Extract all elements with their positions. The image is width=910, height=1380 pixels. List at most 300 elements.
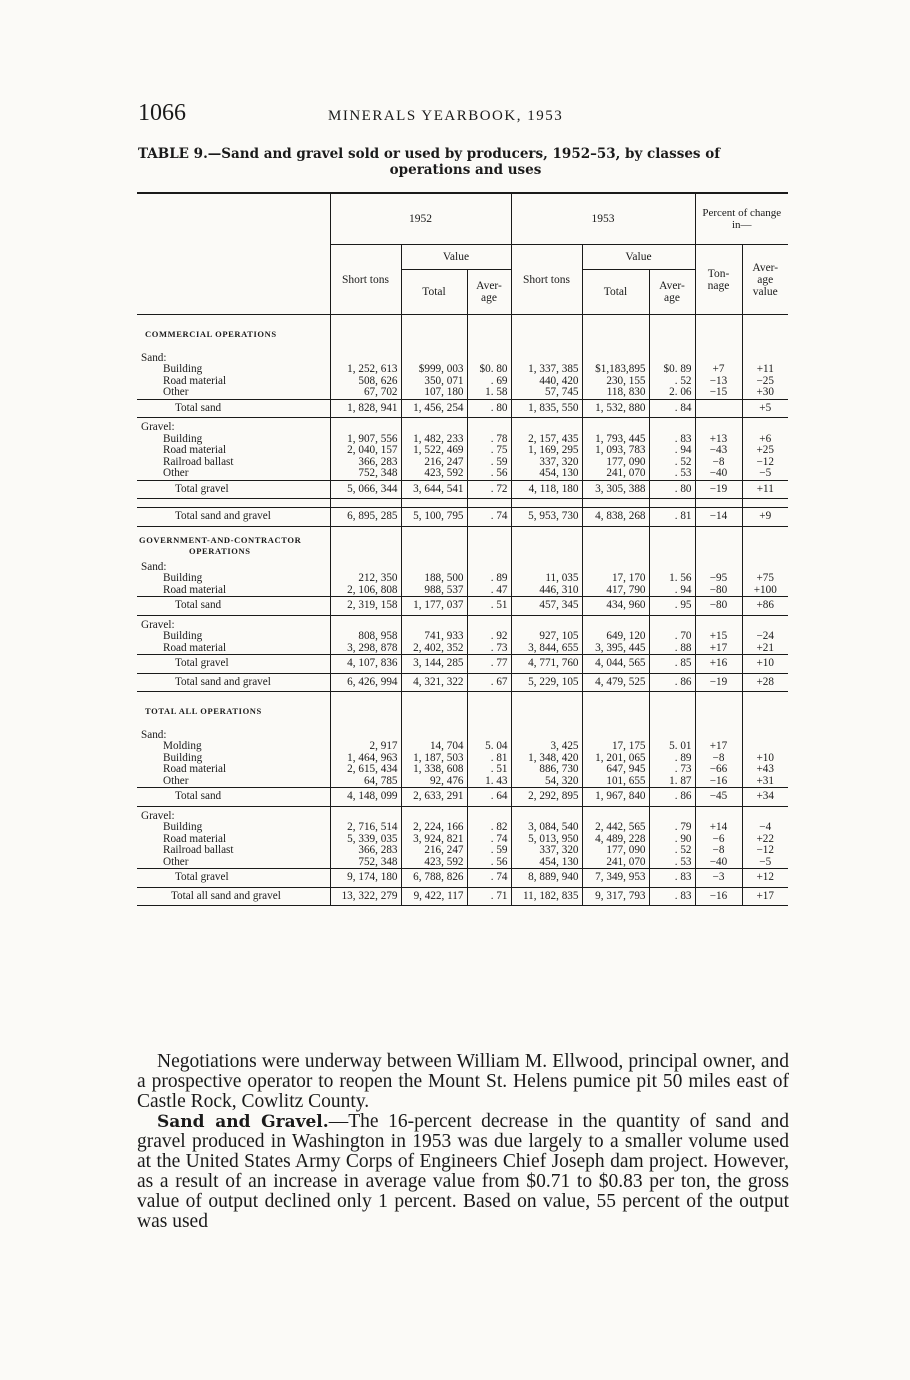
total-value-1953-cell: 3, 305, 388 — [582, 480, 649, 499]
total-value-1953-cell: 7, 349, 953 — [582, 869, 649, 888]
total-value-1952-cell: 3, 644, 541 — [401, 480, 467, 499]
row-label: Total gravel — [137, 869, 330, 888]
tonnage-change-cell: +17 — [695, 643, 742, 655]
average-value-change-cell: −24 — [742, 631, 788, 643]
short-tons-1952-cell: 1, 907, 556 — [330, 434, 401, 446]
page-number: 1066 — [138, 100, 186, 126]
average-value-1952-cell: $0. 80 — [467, 364, 511, 376]
average-value-1953-cell: . 83 — [649, 869, 695, 888]
total-value-1952-cell: 988, 537 — [401, 585, 467, 597]
tonnage-change-cell: +16 — [695, 655, 742, 674]
group-row — [137, 806, 788, 822]
short-tons-1952-cell: 2, 615, 434 — [330, 764, 401, 776]
total-value-1953-cell: 4, 838, 268 — [582, 508, 649, 527]
average-value-1952-cell: . 56 — [467, 468, 511, 480]
average-1953-header: Aver- age — [649, 270, 695, 315]
short-tons-1952-cell: 6, 426, 994 — [330, 673, 401, 692]
table-row — [137, 776, 788, 788]
average-value-1953-cell: 5. 01 — [649, 741, 695, 753]
table-row — [137, 753, 788, 765]
average-value-1952-cell: 1. 43 — [467, 776, 511, 788]
table-row — [137, 434, 788, 446]
tonnage-change-cell: −66 — [695, 764, 742, 776]
short-tons-1952-cell: 6, 895, 285 — [330, 508, 401, 527]
short-tons-1953-cell: 4, 118, 180 — [511, 480, 582, 499]
average-value-1952-cell: . 89 — [467, 573, 511, 585]
row-label: Other — [163, 387, 189, 398]
total-value-1952-cell: 741, 933 — [401, 631, 467, 643]
short-tons-1953-cell: 1, 348, 420 — [511, 753, 582, 765]
total-value-1953-cell: 4, 479, 525 — [582, 673, 649, 692]
table-row — [137, 399, 788, 418]
section-row — [137, 526, 788, 546]
total-value-1953-cell: 241, 070 — [582, 468, 649, 480]
short-tons-1953-cell: 4, 771, 760 — [511, 655, 582, 674]
average-value-change-cell: −12 — [742, 457, 788, 469]
row-label: Building — [163, 631, 203, 642]
section-heading: COMMERCIAL OPERATIONS — [145, 329, 277, 339]
average-1952-header: Aver- age — [467, 270, 511, 315]
average-value-1952-cell: . 69 — [467, 376, 511, 388]
short-tons-1953-cell: 446, 310 — [511, 585, 582, 597]
total-value-1953-cell: 4, 489, 228 — [582, 834, 649, 846]
total-value-1953-cell: 9, 317, 793 — [582, 887, 649, 906]
tonnage-change-cell: −15 — [695, 387, 742, 399]
average-value-1953-cell: $0. 89 — [649, 364, 695, 376]
row-label: Total all sand and gravel — [137, 887, 330, 906]
average-value-header: Aver- age value — [742, 245, 788, 315]
average-value-1952-cell: . 72 — [467, 480, 511, 499]
short-tons-1953-cell: 3, 844, 655 — [511, 643, 582, 655]
row-label: Building — [163, 364, 203, 375]
short-tons-1953-cell: 454, 130 — [511, 857, 582, 869]
total-value-1952-cell: 2, 402, 352 — [401, 643, 467, 655]
average-value-change-cell: +12 — [742, 869, 788, 888]
total-value-1953-cell: 177, 090 — [582, 845, 649, 857]
group-label: Gravel: — [141, 421, 175, 433]
row-label: Road material — [163, 833, 227, 845]
average-value-1953-cell: . 70 — [649, 631, 695, 643]
average-value-1952-cell: 5. 04 — [467, 741, 511, 753]
short-tons-1953-cell: 440, 420 — [511, 376, 582, 388]
total-value-1953-cell: 3, 395, 445 — [582, 643, 649, 655]
row-label: Road material — [163, 375, 227, 387]
average-value-1953-cell: . 79 — [649, 822, 695, 834]
percent-change-header: Percent of change in— — [695, 193, 788, 245]
short-tons-1953-cell: 54, 320 — [511, 776, 582, 788]
average-value-1953-cell: . 86 — [649, 673, 695, 692]
section-heading: GOVERNMENT-AND-CONTRACTOR — [139, 534, 302, 545]
row-label: Total gravel — [137, 480, 330, 499]
short-tons-1952-cell: 13, 322, 279 — [330, 887, 401, 906]
average-value-1952-cell: . 74 — [467, 508, 511, 527]
short-tons-1953-cell: 11, 035 — [511, 573, 582, 585]
total-value-1953-cell: 241, 070 — [582, 857, 649, 869]
total-value-1953-cell: 17, 175 — [582, 741, 649, 753]
average-value-1952-cell: . 71 — [467, 887, 511, 906]
short-tons-1952-cell: 1, 464, 963 — [330, 753, 401, 765]
total-value-1953-cell: 2, 442, 565 — [582, 822, 649, 834]
table-row — [137, 468, 788, 480]
table-row — [137, 631, 788, 643]
average-value-change-cell: +75 — [742, 573, 788, 585]
group-row — [137, 558, 788, 574]
short-tons-1952-cell: 9, 174, 180 — [330, 869, 401, 888]
row-label: Road material — [163, 642, 227, 654]
short-tons-1953-cell: 57, 745 — [511, 387, 582, 399]
short-tons-1953-cell: 3, 425 — [511, 741, 582, 753]
section-row — [137, 315, 788, 349]
sand-gravel-table — [137, 192, 788, 906]
tonnage-change-cell: −16 — [695, 887, 742, 906]
short-tons-1953-cell: 457, 345 — [511, 597, 582, 616]
section-lead-sand-gravel: Sand and Gravel. — [157, 1112, 329, 1132]
total-value-1952-cell: 1, 177, 037 — [401, 597, 467, 616]
average-value-1953-cell: . 89 — [649, 753, 695, 765]
short-tons-1952-cell: 4, 107, 836 — [330, 655, 401, 674]
tonnage-change-cell: −14 — [695, 508, 742, 527]
short-tons-1953-cell: 337, 320 — [511, 457, 582, 469]
running-title: MINERALS YEARBOOK, 1953 — [328, 108, 564, 124]
average-value-1952-cell: . 82 — [467, 822, 511, 834]
total-value-1953-cell: 118, 830 — [582, 387, 649, 399]
tonnage-change-cell: −3 — [695, 869, 742, 888]
short-tons-1952-cell: 2, 319, 158 — [330, 597, 401, 616]
average-value-change-cell: +10 — [742, 655, 788, 674]
average-value-change-cell: +17 — [742, 887, 788, 906]
table-row — [137, 480, 788, 499]
row-label: Building — [163, 752, 203, 764]
total-value-1952-cell: 3, 144, 285 — [401, 655, 467, 674]
value-1952-header: Value — [401, 245, 511, 270]
table-row — [137, 857, 788, 869]
row-label: Total sand — [137, 597, 330, 616]
average-value-1952-cell: . 78 — [467, 434, 511, 446]
table-row — [137, 573, 788, 585]
page-header — [138, 100, 788, 134]
total-value-1952-cell: 423, 592 — [401, 468, 467, 480]
average-value-1953-cell: . 84 — [649, 399, 695, 418]
table-title-line2: operations and uses — [389, 162, 542, 178]
tonnage-change-cell: −95 — [695, 573, 742, 585]
average-value-change-cell: −12 — [742, 845, 788, 857]
average-value-change-cell: −4 — [742, 822, 788, 834]
short-tons-1953-cell: 927, 105 — [511, 631, 582, 643]
body-text — [137, 1052, 789, 1232]
average-value-1953-cell: 1. 87 — [649, 776, 695, 788]
short-tons-1953-cell: 1, 169, 295 — [511, 445, 582, 457]
short-tons-1952-cell: 366, 283 — [330, 845, 401, 857]
average-value-change-cell: +28 — [742, 673, 788, 692]
average-value-change-cell: +9 — [742, 508, 788, 527]
table-row — [137, 585, 788, 597]
average-value-change-cell — [742, 741, 788, 753]
row-label: Total sand and gravel — [137, 508, 330, 527]
short-tons-1952-cell: 2, 917 — [330, 741, 401, 753]
short-tons-1952-header: Short tons — [330, 245, 401, 315]
total-value-1953-cell: 1, 793, 445 — [582, 434, 649, 446]
total-value-1952-cell: 350, 071 — [401, 376, 467, 388]
average-value-1953-cell: . 73 — [649, 764, 695, 776]
total-value-1953-cell: 647, 945 — [582, 764, 649, 776]
tonnage-change-cell: −80 — [695, 585, 742, 597]
tonnage-change-cell: +14 — [695, 822, 742, 834]
total-value-1953-cell: 1, 093, 783 — [582, 445, 649, 457]
total-value-1952-cell: 1, 482, 233 — [401, 434, 467, 446]
short-tons-1953-cell: 5, 953, 730 — [511, 508, 582, 527]
total-value-1952-cell: 188, 500 — [401, 573, 467, 585]
short-tons-1953-cell: 337, 320 — [511, 845, 582, 857]
row-label: Building — [163, 822, 203, 833]
short-tons-1953-cell: 454, 130 — [511, 468, 582, 480]
total-value-1952-cell: 216, 247 — [401, 845, 467, 857]
average-value-change-cell: +11 — [742, 480, 788, 499]
average-value-1952-cell: . 73 — [467, 643, 511, 655]
table-body — [137, 315, 788, 906]
tonnage-change-cell: +17 — [695, 741, 742, 753]
average-value-1953-cell: . 52 — [649, 376, 695, 388]
average-value-1953-cell: . 85 — [649, 655, 695, 674]
short-tons-1952-cell: 2, 040, 157 — [330, 445, 401, 457]
total-value-1952-cell: 3, 924, 821 — [401, 834, 467, 846]
row-label: Railroad ballast — [163, 845, 234, 856]
total-value-1952-cell: 2, 633, 291 — [401, 788, 467, 807]
table-row — [137, 597, 788, 616]
total-value-1952-cell: 92, 476 — [401, 776, 467, 788]
table-row — [137, 741, 788, 753]
short-tons-1952-cell: 752, 348 — [330, 468, 401, 480]
average-value-1953-cell: . 83 — [649, 887, 695, 906]
group-row — [137, 726, 788, 742]
row-label: Total sand — [137, 788, 330, 807]
row-label: Total sand — [137, 399, 330, 418]
total-value-1953-cell: 1, 532, 880 — [582, 399, 649, 418]
table-row — [137, 788, 788, 807]
total-value-1952-cell: 1, 456, 254 — [401, 399, 467, 418]
average-value-change-cell: +31 — [742, 776, 788, 788]
table-row — [137, 364, 788, 376]
tonnage-change-cell: −43 — [695, 445, 742, 457]
tonnage-change-cell: +13 — [695, 434, 742, 446]
row-label: Other — [163, 856, 189, 868]
section-heading-cont: OPERATIONS — [189, 546, 251, 556]
group-label: Sand: — [141, 351, 167, 364]
row-label: Other — [163, 468, 189, 479]
average-value-1952-cell: . 51 — [467, 764, 511, 776]
short-tons-1953-cell: 5, 229, 105 — [511, 673, 582, 692]
value-1953-header: Value — [582, 245, 695, 270]
paragraph-pumice: Negotiations were underway between William M. Ellwood, principal owner, and a prospective operator to reopen the Mount St. Helens pumice pit 50 miles east of Castle Rock, Cowlitz County. — [137, 1051, 789, 1112]
short-tons-1952-cell: 4, 148, 099 — [330, 788, 401, 807]
average-value-change-cell: +43 — [742, 764, 788, 776]
average-value-1953-cell: . 83 — [649, 434, 695, 446]
tonnage-change-cell: −19 — [695, 673, 742, 692]
tonnage-change-cell: −80 — [695, 597, 742, 616]
row-label: Molding — [163, 741, 202, 752]
row-label: Railroad ballast — [163, 456, 234, 468]
average-value-change-cell: +21 — [742, 643, 788, 655]
total-value-1952-cell: 216, 247 — [401, 457, 467, 469]
total-value-1953-cell: 1, 201, 065 — [582, 753, 649, 765]
tonnage-change-cell: +7 — [695, 364, 742, 376]
average-value-1953-cell: . 53 — [649, 468, 695, 480]
total-value-1952-cell: 107, 180 — [401, 387, 467, 399]
paragraph-sand-gravel — [137, 1112, 789, 1232]
group-row — [137, 418, 788, 434]
average-value-1952-cell: . 80 — [467, 399, 511, 418]
group-label: Sand: — [141, 560, 167, 573]
table-row — [137, 869, 788, 888]
paragraph-sand-gravel-text: —The 16-percent decrease in the quantity of sand and gravel produced in Washington in 1953 was due largely to a smaller volume used at the United States Army Corps of Engineers Chief Joseph dam project. However, as a result of an increase in average value from $0.71 to $0.83 per ton, the gross value of output declined only 1 percent. Based on value, 55 percent of the output was used — [137, 1111, 790, 1232]
average-value-change-cell: +34 — [742, 788, 788, 807]
tonnage-change-cell: −19 — [695, 480, 742, 499]
total-value-1952-cell: $999, 003 — [401, 364, 467, 376]
short-tons-1952-cell: 752, 348 — [330, 857, 401, 869]
group-label: Sand: — [141, 728, 167, 741]
total-value-1952-cell: 5, 100, 795 — [401, 508, 467, 527]
average-value-1952-cell: . 75 — [467, 445, 511, 457]
average-value-change-cell: +5 — [742, 399, 788, 418]
table-row — [137, 834, 788, 846]
total-1952-header: Total — [401, 270, 467, 315]
average-value-1953-cell: 2. 06 — [649, 387, 695, 399]
row-label: Total sand and gravel — [137, 673, 330, 692]
row-label: Road material — [163, 445, 227, 456]
table-row — [137, 457, 788, 469]
average-value-1953-cell: . 52 — [649, 457, 695, 469]
table-row — [137, 387, 788, 399]
short-tons-1952-cell: 2, 106, 808 — [330, 585, 401, 597]
year-1952-header: 1952 — [330, 193, 511, 245]
average-value-1952-cell: . 59 — [467, 457, 511, 469]
short-tons-1953-cell: 886, 730 — [511, 764, 582, 776]
tonnage-change-cell: −16 — [695, 776, 742, 788]
data-table-container — [137, 192, 788, 906]
short-tons-1952-cell: 1, 828, 941 — [330, 399, 401, 418]
total-value-1953-cell: 1, 967, 840 — [582, 788, 649, 807]
total-value-1953-cell: 417, 790 — [582, 585, 649, 597]
average-value-change-cell: +100 — [742, 585, 788, 597]
tonnage-change-cell: −40 — [695, 857, 742, 869]
total-value-1952-cell: 1, 522, 469 — [401, 445, 467, 457]
average-value-1952-cell: . 47 — [467, 585, 511, 597]
total-value-1953-cell: 17, 170 — [582, 573, 649, 585]
average-value-1952-cell: . 92 — [467, 631, 511, 643]
total-value-1953-cell: $1,183,895 — [582, 364, 649, 376]
row-label: Road material — [163, 764, 227, 775]
table-row — [137, 764, 788, 776]
total-value-1953-cell: 4, 044, 565 — [582, 655, 649, 674]
table-row — [137, 822, 788, 834]
section-heading: TOTAL ALL OPERATIONS — [145, 706, 262, 716]
table-row — [137, 508, 788, 527]
short-tons-1952-cell: 67, 702 — [330, 387, 401, 399]
average-value-1952-cell: . 77 — [467, 655, 511, 674]
total-1953-header: Total — [582, 270, 649, 315]
average-value-1952-cell: . 64 — [467, 788, 511, 807]
table-row — [137, 887, 788, 906]
table-row — [137, 673, 788, 692]
short-tons-1952-cell: 2, 716, 514 — [330, 822, 401, 834]
tonnage-change-cell: −40 — [695, 468, 742, 480]
average-value-change-cell: −25 — [742, 376, 788, 388]
tonnage-header: Ton- nage — [695, 245, 742, 315]
short-tons-1952-cell: 808, 958 — [330, 631, 401, 643]
section-row — [137, 546, 788, 558]
short-tons-1952-cell: 1, 252, 613 — [330, 364, 401, 376]
row-label: Total gravel — [137, 655, 330, 674]
average-value-1953-cell: . 94 — [649, 585, 695, 597]
short-tons-1953-cell: 2, 157, 435 — [511, 434, 582, 446]
average-value-change-cell: +11 — [742, 364, 788, 376]
year-1953-header: 1953 — [511, 193, 695, 245]
short-tons-1953-cell: 3, 084, 540 — [511, 822, 582, 834]
average-value-1953-cell: . 88 — [649, 643, 695, 655]
tonnage-change-cell: −8 — [695, 845, 742, 857]
average-value-change-cell: −5 — [742, 857, 788, 869]
tonnage-change-cell: −8 — [695, 457, 742, 469]
short-tons-1953-header: Short tons — [511, 245, 582, 315]
table-row — [137, 445, 788, 457]
average-value-1953-cell: . 86 — [649, 788, 695, 807]
total-value-1952-cell: 14, 704 — [401, 741, 467, 753]
short-tons-1952-cell: 5, 066, 344 — [330, 480, 401, 499]
average-value-1953-cell: . 90 — [649, 834, 695, 846]
spacer-row — [137, 499, 788, 508]
tonnage-change-cell: −45 — [695, 788, 742, 807]
average-value-1952-cell: . 56 — [467, 857, 511, 869]
short-tons-1952-cell: 64, 785 — [330, 776, 401, 788]
average-value-change-cell: −5 — [742, 468, 788, 480]
table-title-line1: TABLE 9.—Sand and gravel sold or used by producers, 1952–53, by classes of — [138, 146, 721, 162]
average-value-1953-cell: . 53 — [649, 857, 695, 869]
average-value-1952-cell: . 51 — [467, 597, 511, 616]
average-value-1953-cell: 1. 56 — [649, 573, 695, 585]
short-tons-1952-cell: 3, 298, 878 — [330, 643, 401, 655]
total-value-1952-cell: 9, 422, 117 — [401, 887, 467, 906]
table-row — [137, 845, 788, 857]
total-value-1953-cell: 230, 155 — [582, 376, 649, 388]
row-label: Building — [163, 433, 203, 445]
average-value-1952-cell: . 59 — [467, 845, 511, 857]
total-value-1953-cell: 649, 120 — [582, 631, 649, 643]
total-value-1953-cell: 101, 655 — [582, 776, 649, 788]
average-value-1952-cell: . 81 — [467, 753, 511, 765]
total-value-1952-cell: 1, 187, 503 — [401, 753, 467, 765]
average-value-1953-cell: . 81 — [649, 508, 695, 527]
short-tons-1953-cell: 1, 835, 550 — [511, 399, 582, 418]
group-row — [137, 615, 788, 631]
average-value-1952-cell: . 74 — [467, 869, 511, 888]
row-label: Other — [163, 775, 189, 787]
table-row — [137, 376, 788, 388]
tonnage-change-cell: −13 — [695, 376, 742, 388]
stub-header — [137, 193, 330, 315]
group-label: Gravel: — [141, 618, 175, 631]
total-value-1952-cell: 2, 224, 166 — [401, 822, 467, 834]
group-row — [137, 349, 788, 365]
short-tons-1953-cell: 2, 292, 895 — [511, 788, 582, 807]
total-value-1952-cell: 6, 788, 826 — [401, 869, 467, 888]
tonnage-change-cell: −8 — [695, 753, 742, 765]
average-value-1952-cell: . 74 — [467, 834, 511, 846]
short-tons-1952-cell: 212, 350 — [330, 573, 401, 585]
average-value-1953-cell: . 80 — [649, 480, 695, 499]
short-tons-1952-cell: 508, 626 — [330, 376, 401, 388]
short-tons-1953-cell: 1, 337, 385 — [511, 364, 582, 376]
short-tons-1953-cell: 11, 182, 835 — [511, 887, 582, 906]
short-tons-1953-cell: 8, 889, 940 — [511, 869, 582, 888]
